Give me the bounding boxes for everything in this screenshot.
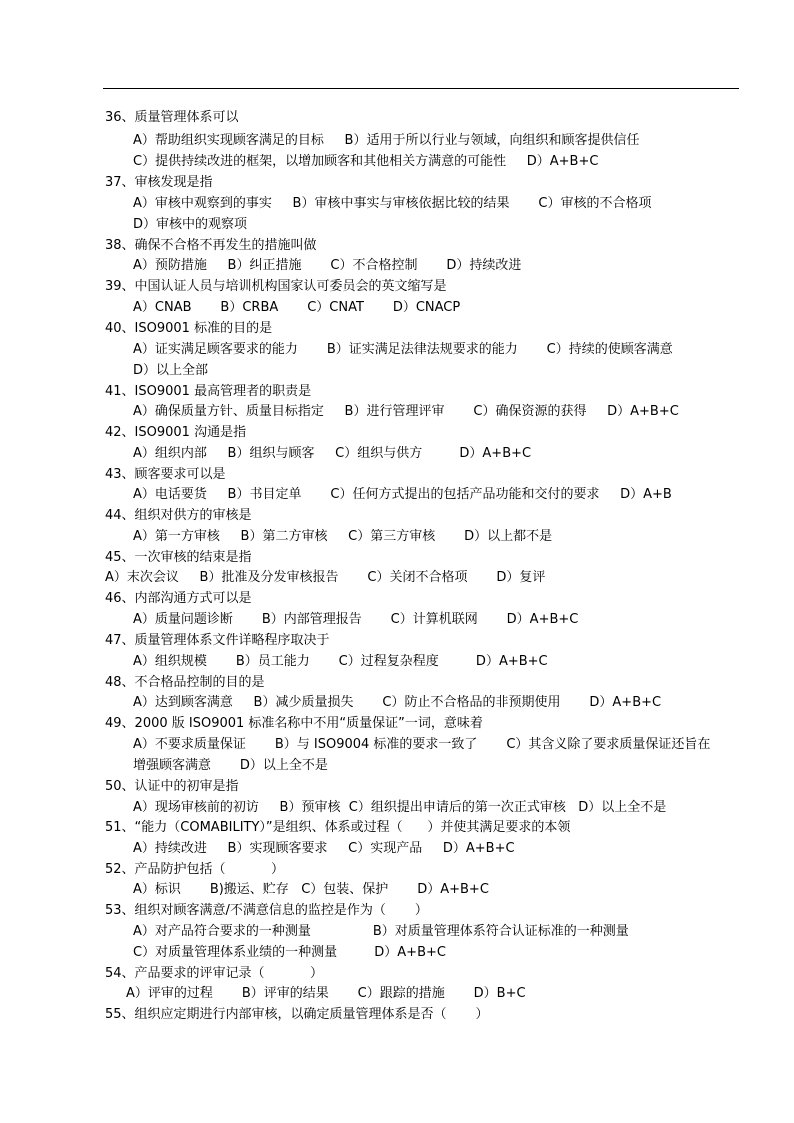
question-42: 42、ISO9001 沟通是指 <box>105 425 247 440</box>
question-44: 44、组织对供方的审核是 <box>105 508 252 523</box>
question-52: 52、产品防护包括（ ） <box>105 862 284 877</box>
options-39: A）CNAB B）CRBA C）CNAT D）CNACP <box>133 300 461 315</box>
question-36: 36、质量管理体系可以 <box>105 110 239 125</box>
options-52: A）标识 B)搬运、贮存 C）包装、保护 D）A+B+C <box>133 882 489 897</box>
options-37-d: D）审核中的观察项 <box>133 217 248 232</box>
options-47: A）组织规模 B）员工能力 C）过程复杂程度 D）A+B+C <box>133 654 548 669</box>
options-53-ab: A）对产品符合要求的一种测量 B）对质量管理体系符合认证标准的一种测量 <box>133 924 629 939</box>
options-46: A）质量问题诊断 B）内部管理报告 C）计算机联网 D）A+B+C <box>133 612 579 627</box>
question-48: 48、不合格品控制的目的是 <box>105 675 265 690</box>
question-54: 54、产品要求的评审记录（ ） <box>105 966 323 981</box>
options-51: A）持续改进 B）实现顾客要求 C）实现产品 D）A+B+C <box>133 841 515 856</box>
options-48: A）达到顾客满意 B）减少质量损失 C）防止不合格品的非预期使用 D）A+B+C <box>133 695 662 710</box>
options-38: A）预防措施 B）纠正措施 C）不合格控制 D）持续改进 <box>133 258 522 273</box>
options-40-d: D）以上全部 <box>133 363 209 378</box>
options-54: A）评审的过程 B）评审的结果 C）跟踪的措施 D）B+C <box>126 986 526 1001</box>
options-36-cd: C）提供持续改进的框架，以增加顾客和其他相关方满意的可能性 D）A+B+C <box>133 154 599 169</box>
question-53: 53、组织对顾客满意/不满意信息的监控是作为（ ） <box>105 903 428 918</box>
options-42: A）组织内部 B）组织与顾客 C）组织与供方 D）A+B+C <box>133 446 532 461</box>
question-37: 37、审核发现是指 <box>105 175 213 190</box>
options-49-abc: A）不要求质量保证 B）与 ISO9004 标准的要求一致了 C）其含义除了要求质量保证还旨在 <box>133 737 711 752</box>
question-50: 50、认证中的初审是指 <box>105 779 239 794</box>
question-40: 40、ISO9001 标准的目的是 <box>105 321 273 336</box>
options-44: A）第一方审核 B）第二方审核 C）第三方审核 D）以上都不是 <box>133 529 553 544</box>
options-50: A）现场审核前的初访 B）预审核 C）组织提出申请后的第一次正式审核 D）以上全不是 <box>133 800 667 815</box>
options-37-abc: A）审核中观察到的事实 B）审核中事实与审核依据比较的结果 C）审核的不合格项 <box>133 196 652 211</box>
question-39: 39、中国认证人员与培训机构国家认可委员会的英文缩写是 <box>105 279 447 294</box>
header-rule <box>103 88 739 89</box>
options-41: A）确保质量方针、质量目标指定 B）进行管理评审 C）确保资源的获得 D）A+B+C <box>133 404 679 419</box>
question-47: 47、质量管理体系文件详略程序取决于 <box>105 633 330 648</box>
options-36-ab: A）帮助组织实现顾客满足的目标 B）适用于所以行业与领域，向组织和顾客提供信任 <box>133 133 640 148</box>
options-40-abc: A）证实满足顾客要求的能力 B）证实满足法律法规要求的能力 C）持续的使顾客满意 <box>133 342 673 357</box>
question-43: 43、顾客要求可以是 <box>105 467 226 482</box>
question-51: 51、“能力（COMABILITY）”是组织、体系或过程（ ）并使其满足要求的本领 <box>105 820 571 835</box>
options-49-cont: 增强顾客满意 D）以上全不是 <box>133 758 328 773</box>
options-43: A）电话要货 B）书目定单 C）任何方式提出的包括产品功能和交付的要求 D）A+B <box>133 487 672 502</box>
question-49: 49、2000 版 ISO9001 标准名称中不用“质量保证”一词，意味着 <box>105 716 483 731</box>
options-53-cd: C）对质量管理体系业绩的一种测量 D）A+B+C <box>133 945 446 960</box>
question-45: 45、一次审核的结束是指 <box>105 550 252 565</box>
question-41: 41、ISO9001 最高管理者的职责是 <box>105 384 312 399</box>
question-55: 55、组织应定期进行内部审核，以确定质量管理体系是否（ ） <box>105 1007 489 1022</box>
options-45: A）末次会议 B）批准及分发审核报告 C）关闭不合格项 D）复评 <box>105 570 546 585</box>
question-46: 46、内部沟通方式可以是 <box>105 591 252 606</box>
question-38: 38、确保不合格不再发生的措施叫做 <box>105 238 317 253</box>
